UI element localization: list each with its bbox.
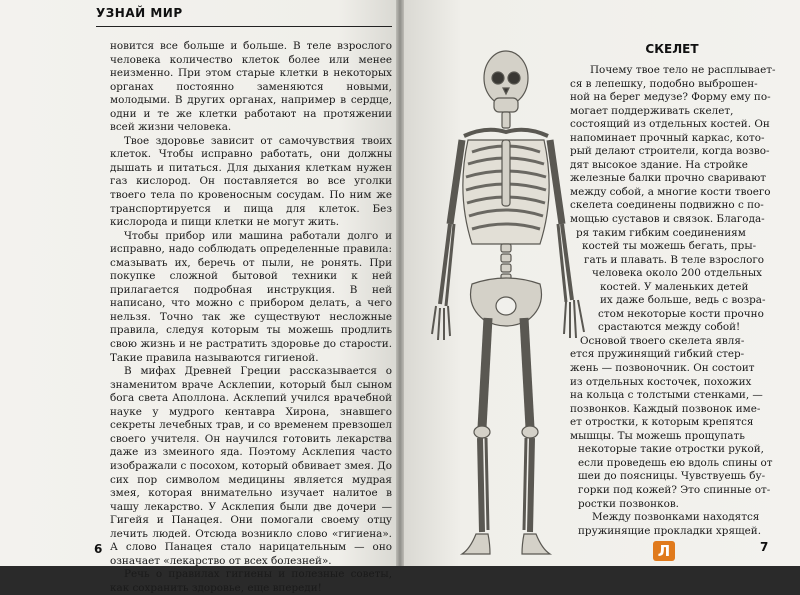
text-line: мощью суставов и связок. Благода-: [570, 213, 765, 226]
section-title: СКЕЛЕТ: [645, 42, 699, 56]
text-line: пружинящие прокладки хрящей.: [578, 524, 762, 537]
text-line: позвонков. Каждый позвонок име-: [570, 402, 761, 415]
right-body-text: [570, 64, 776, 538]
text-line: рый делают строители, когда возво-: [570, 145, 770, 158]
publisher-logo: Л: [653, 541, 675, 561]
left-page: [0, 0, 398, 594]
book-gutter: [396, 0, 404, 566]
text-line: ся в лепешку, подобно выброшен-: [570, 77, 758, 90]
header-rule: [96, 26, 392, 27]
text-line: Основой твоего скелета явля-: [580, 334, 745, 347]
text-line: могает поддерживать скелет,: [570, 104, 734, 117]
text-line: их даже больше, ведь с возра-: [600, 294, 766, 307]
paragraph: новится все больше и больше. В теле взрослого человека количество клеток более или менее неизменно. При этом старые клетки в некоторых органах постоянно заменяются новыми, молодыми. В других органах, например в сердце, одни и те же клетки работают на протяжении всей жизни человека.: [110, 40, 392, 134]
text-line: из отдельных косточек, похожих: [570, 375, 752, 388]
text-line: на кольца с толстыми стенками, —: [570, 389, 763, 402]
text-line: состоящий из отдельных костей. Он: [570, 118, 770, 131]
text-line: между собой, а многие кости твоего: [570, 185, 771, 198]
text-line: костей ты можешь бегать, пры-: [582, 240, 757, 253]
text-line: некоторые такие отростки рукой,: [578, 443, 764, 456]
text-line: Почему твое тело не расплывает-: [590, 64, 776, 76]
text-line: человека около 200 отдельных: [592, 267, 763, 280]
text-line: гать и плавать. В теле взрослого: [584, 253, 765, 266]
left-page-number: 6: [94, 542, 103, 556]
text-line: ется пружинящий гибкий стер-: [570, 348, 745, 361]
text-line: костей. У маленьких детей: [600, 280, 749, 293]
text-line: шеи до поясницы. Чувствуешь бу-: [578, 470, 766, 483]
text-line: ет отростки, к которым крепятся: [570, 416, 754, 429]
text-line: если проведешь ею вдоль спины от: [578, 456, 773, 469]
text-line: стом некоторые кости прочно: [598, 307, 764, 320]
text-line: ной на берег медузе? Форму ему по-: [570, 91, 771, 104]
right-page-number: 7: [760, 540, 769, 554]
text-line: скелета соединены подвижно с по-: [570, 199, 764, 212]
text-line: жень — позвоночник. Он состоит: [570, 362, 755, 375]
text-line: железные балки прочно сваривают: [570, 172, 767, 185]
left-body-text: [110, 40, 392, 595]
paragraph: Чтобы прибор или машина работали долго и исправно, надо соблюдать определенные правила: смазывать их, беречь от пыли, не ронять. При покупке сложной бытовой техники к ней прилагается подробная инструкция. В ней написано, что можно с прибором делать, а чего нельзя. Точно так же существуют несложные правила, следуя которым ты можешь продлить свою жизнь и не растратить здоровье до старости. Такие правила называются гигиеной.: [110, 229, 392, 364]
text-line: напоминает прочный каркас, кото-: [570, 131, 765, 144]
text-line: горки под кожей? Это спинные от-: [578, 483, 771, 496]
paragraph: Твое здоровье зависит от самочувствия твоих клеток. Чтобы исправно работать, они должны дышать и питаться. Для дыхания клеткам нужен газ кислород. Он поставляется во все уголки твоего тела по кровеносным сосудам. По ним же транспортируется и пища для клеток. Без кислорода и пищи клетки не могут жить.: [110, 134, 392, 229]
text-line: дят высокое здание. На стройке: [570, 158, 748, 171]
text-line: ростки позвонков.: [578, 497, 679, 510]
paragraph: В мифах Древней Греции рассказывается о знаменитом враче Асклепии, который был сыном бога света Аполлона. Асклепий учился врачебной науке у мудрого кентавра Хирона, знавшего секреты лечебных трав, и со временем превзошел своего учителя. Он научился готовить лекарства даже из змеиного яда. Поэтому Асклепия часто изображали с посохом, который обвивает змея. До сих пор символом медицины является мудрая змея, которая внимательно изучает налитое в чашу лекарство. У Асклепия были две дочери — Гигейя и Панацея. Они помогали своему отцу лечить людей. Отсюда возникло слово «гигиена». А слово Панацея стало нарицательным — оно означает «лекарство от всех болезней».: [110, 365, 392, 567]
paragraph: Речь о правилах гигиены и полезные советы, как сохранить здоровье, еще впереди!: [110, 568, 392, 594]
text-line: мышцы. Ты можешь прощупать: [570, 429, 745, 442]
text-line: срастаются между собой!: [598, 321, 741, 334]
text-line: Между позвонками находятся: [592, 511, 760, 524]
text-line: ря таким гибким соединениям: [576, 226, 746, 239]
page-header: УЗНАЙ МИР: [96, 6, 183, 20]
